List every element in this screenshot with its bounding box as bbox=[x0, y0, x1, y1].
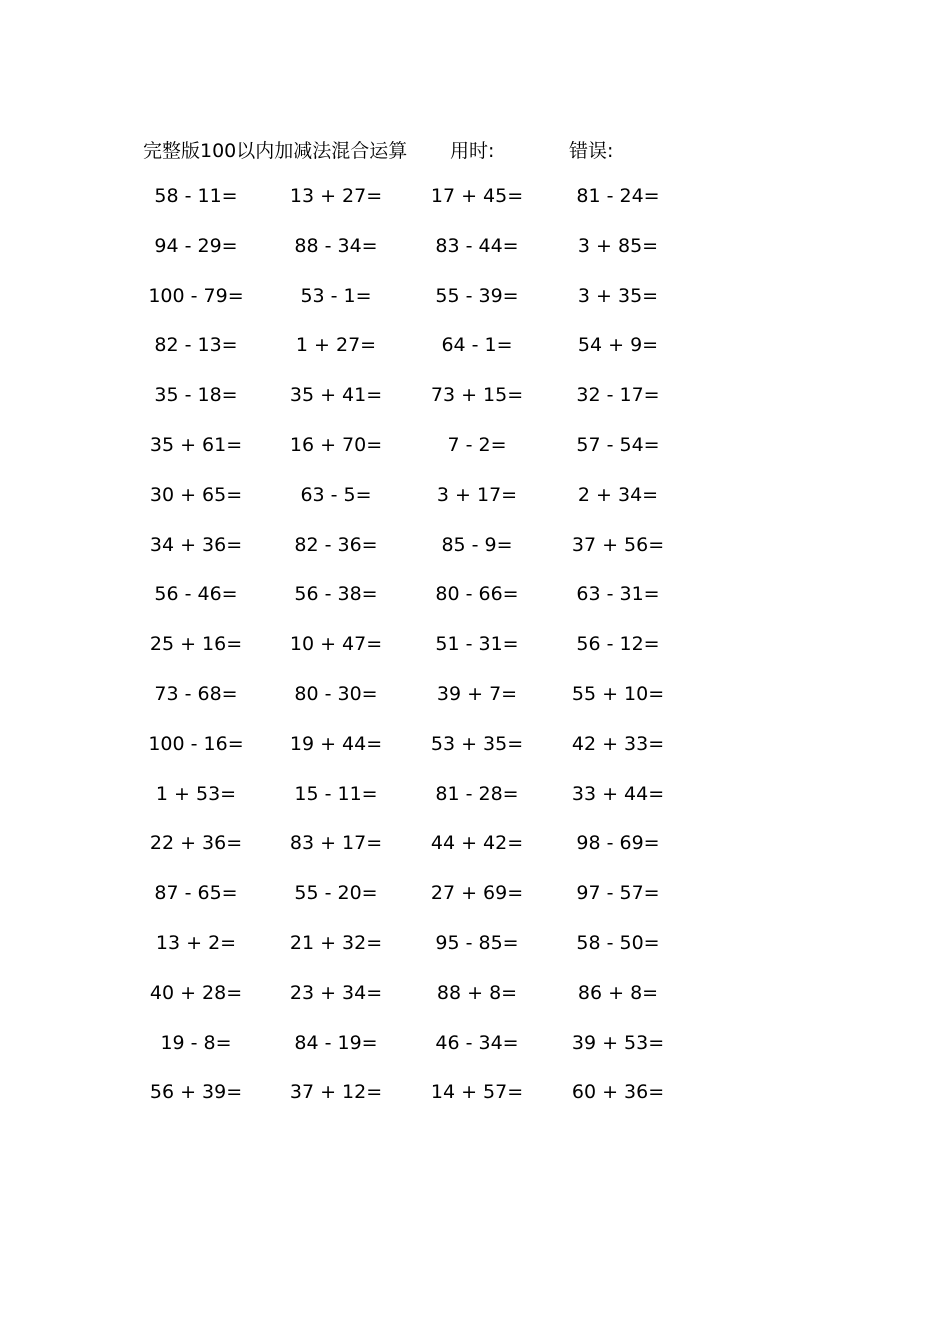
problem: 54 + 9= bbox=[577, 334, 659, 357]
problem-row bbox=[0, 982, 950, 1032]
problem: 32 - 17= bbox=[576, 384, 660, 407]
time-used-label: 用时: bbox=[450, 140, 495, 162]
problem: 87 - 65= bbox=[154, 882, 238, 905]
problem: 56 - 38= bbox=[294, 583, 378, 606]
problem: 30 + 65= bbox=[149, 483, 243, 506]
problem: 63 - 31= bbox=[576, 583, 660, 606]
problem: 37 + 12= bbox=[289, 1081, 383, 1104]
problem: 84 - 19= bbox=[294, 1031, 378, 1054]
problem-row bbox=[0, 832, 950, 882]
problem-grid bbox=[0, 185, 950, 1131]
problem: 19 + 44= bbox=[289, 732, 383, 755]
problem: 34 + 36= bbox=[149, 533, 243, 556]
problem: 73 - 68= bbox=[154, 682, 238, 705]
problem: 88 - 34= bbox=[294, 234, 378, 257]
problem: 40 + 28= bbox=[149, 981, 243, 1004]
problem-row bbox=[0, 384, 950, 434]
problem: 83 - 44= bbox=[435, 234, 519, 257]
problem-row bbox=[0, 733, 950, 783]
problem-row bbox=[0, 683, 950, 733]
problem: 33 + 44= bbox=[571, 782, 665, 805]
problem: 55 + 10= bbox=[571, 682, 665, 705]
problem-row bbox=[0, 434, 950, 484]
problem: 86 + 8= bbox=[577, 981, 659, 1004]
problem-row bbox=[0, 285, 950, 335]
problem: 37 + 56= bbox=[571, 533, 665, 556]
problem: 97 - 57= bbox=[576, 882, 660, 905]
problem: 81 - 28= bbox=[435, 782, 519, 805]
worksheet-header bbox=[0, 136, 950, 166]
problem-row bbox=[0, 484, 950, 534]
problem-row bbox=[0, 783, 950, 833]
problem: 2 + 34= bbox=[577, 483, 659, 506]
problem: 7 - 2= bbox=[447, 433, 507, 456]
problem: 53 - 1= bbox=[300, 284, 372, 307]
problem: 83 + 17= bbox=[289, 832, 383, 855]
problem: 21 + 32= bbox=[289, 931, 383, 954]
problem: 85 - 9= bbox=[441, 533, 513, 556]
problem: 1 + 53= bbox=[155, 782, 237, 805]
problem: 51 - 31= bbox=[435, 633, 519, 656]
problem-row bbox=[0, 1032, 950, 1082]
problem: 25 + 16= bbox=[149, 633, 243, 656]
worksheet-title: 完整版100以内加减法混合运算 bbox=[143, 140, 408, 162]
problem: 23 + 34= bbox=[289, 981, 383, 1004]
problem: 42 + 33= bbox=[571, 732, 665, 755]
error-count-label: 错误: bbox=[569, 140, 614, 162]
problem: 53 + 35= bbox=[430, 732, 524, 755]
problem: 98 - 69= bbox=[576, 832, 660, 855]
problem: 17 + 45= bbox=[430, 185, 524, 207]
problem: 63 - 5= bbox=[300, 483, 372, 506]
problem: 58 - 11= bbox=[154, 185, 238, 207]
problem: 22 + 36= bbox=[149, 832, 243, 855]
problem: 35 + 61= bbox=[149, 433, 243, 456]
problem: 80 - 66= bbox=[435, 583, 519, 606]
problem: 94 - 29= bbox=[154, 234, 238, 257]
problem: 95 - 85= bbox=[435, 931, 519, 954]
problem: 56 + 39= bbox=[149, 1081, 243, 1104]
problem-row bbox=[0, 185, 950, 235]
problem: 1 + 27= bbox=[295, 334, 377, 357]
problem-row bbox=[0, 235, 950, 285]
problem-row bbox=[0, 534, 950, 584]
problem: 56 - 46= bbox=[154, 583, 238, 606]
problem: 44 + 42= bbox=[430, 832, 524, 855]
problem: 81 - 24= bbox=[576, 185, 660, 207]
problem: 88 + 8= bbox=[436, 981, 518, 1004]
problem-row bbox=[0, 1081, 950, 1131]
problem: 14 + 57= bbox=[430, 1081, 524, 1104]
problem: 55 - 39= bbox=[435, 284, 519, 307]
problem: 57 - 54= bbox=[576, 433, 660, 456]
problem: 46 - 34= bbox=[435, 1031, 519, 1054]
problem: 58 - 50= bbox=[576, 931, 660, 954]
problem: 100 - 16= bbox=[148, 732, 244, 755]
problem: 15 - 11= bbox=[294, 782, 378, 805]
problem: 100 - 79= bbox=[148, 284, 244, 307]
problem: 39 + 53= bbox=[571, 1031, 665, 1054]
problem-row bbox=[0, 633, 950, 683]
problem: 80 - 30= bbox=[294, 682, 378, 705]
problem: 39 + 7= bbox=[436, 682, 518, 705]
problem-row bbox=[0, 882, 950, 932]
problem-row bbox=[0, 932, 950, 982]
problem: 3 + 35= bbox=[577, 284, 659, 307]
problem: 3 + 17= bbox=[436, 483, 518, 506]
problem: 73 + 15= bbox=[430, 384, 524, 407]
problem: 27 + 69= bbox=[430, 882, 524, 905]
problem: 82 - 13= bbox=[154, 334, 238, 357]
problem: 10 + 47= bbox=[289, 633, 383, 656]
problem: 19 - 8= bbox=[160, 1031, 232, 1054]
problem: 64 - 1= bbox=[441, 334, 513, 357]
problem-row bbox=[0, 583, 950, 633]
problem: 13 + 2= bbox=[155, 931, 237, 954]
problem: 60 + 36= bbox=[571, 1081, 665, 1104]
problem-row bbox=[0, 334, 950, 384]
problem: 13 + 27= bbox=[289, 185, 383, 207]
problem: 82 - 36= bbox=[294, 533, 378, 556]
problem: 35 + 41= bbox=[289, 384, 383, 407]
problem: 55 - 20= bbox=[294, 882, 378, 905]
problem: 56 - 12= bbox=[576, 633, 660, 656]
problem: 35 - 18= bbox=[154, 384, 238, 407]
problem: 16 + 70= bbox=[289, 433, 383, 456]
problem: 3 + 85= bbox=[577, 234, 659, 257]
